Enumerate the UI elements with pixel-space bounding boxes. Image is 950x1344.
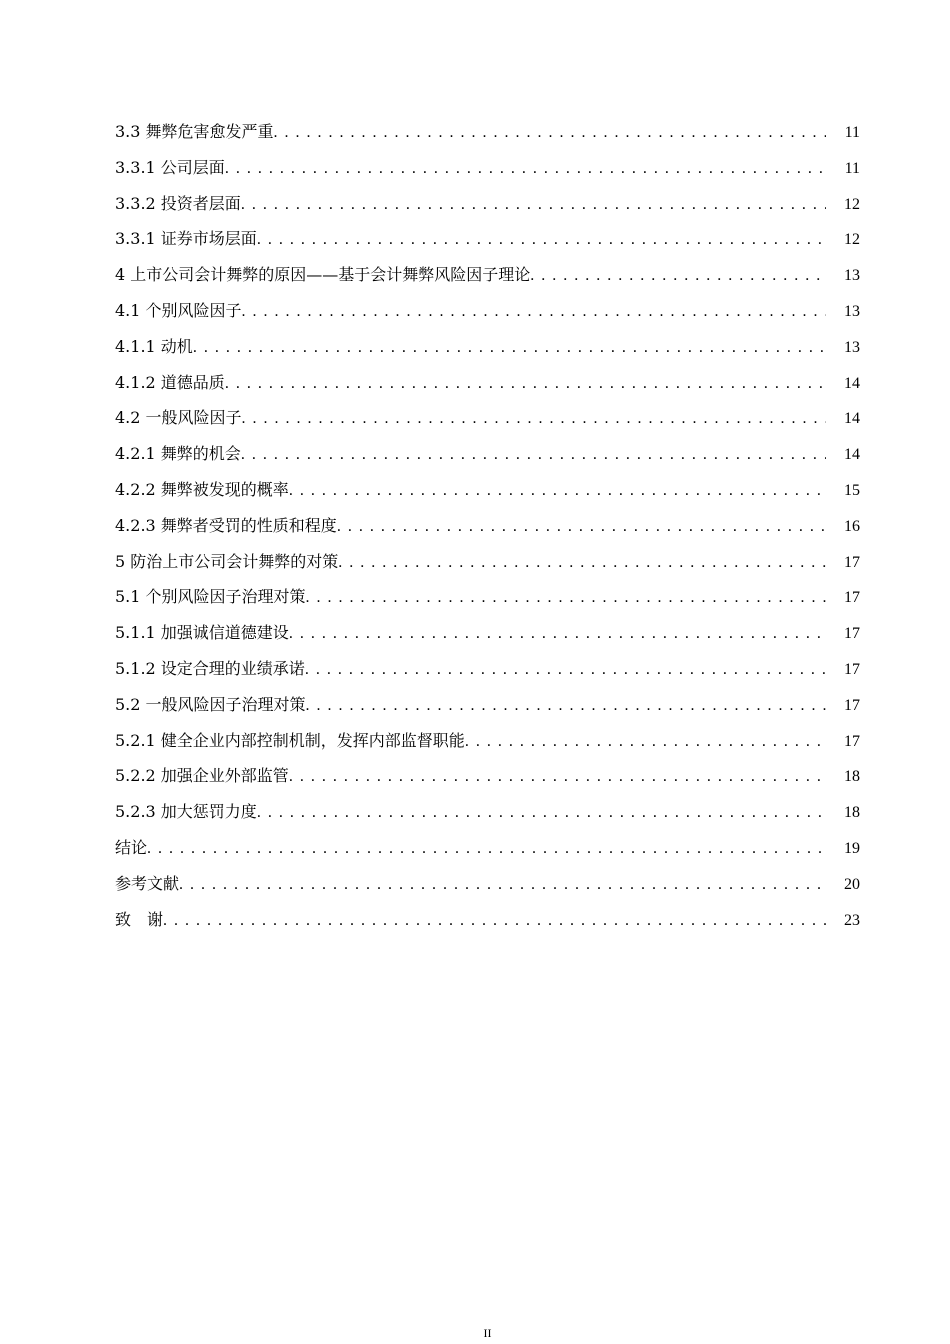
toc-entry[interactable] — [115, 579, 860, 615]
toc-entry-page: 13 — [844, 338, 860, 356]
toc-entry-title: 致 谢 — [115, 909, 164, 929]
toc-entry-page: 17 — [844, 660, 860, 678]
toc-dot-leader — [305, 652, 826, 688]
page-number: II — [483, 1326, 492, 1340]
toc-entry-page: 16 — [844, 517, 860, 535]
toc-dot-leader — [338, 545, 826, 581]
toc-entry-page: 12 — [844, 231, 860, 249]
toc-dot-leader — [242, 401, 826, 437]
toc-entry[interactable] — [115, 114, 860, 150]
toc-entry-page: 11 — [844, 124, 860, 141]
toc-entry-page: 19 — [844, 839, 860, 857]
toc-dot-leader — [242, 294, 826, 330]
toc-entry-title: 4.2.3 舞弊者受罚的性质和程度 — [115, 515, 337, 535]
toc-entry[interactable] — [115, 794, 860, 830]
toc-entry-page: 17 — [844, 625, 860, 643]
toc-entry-title: 4.1.2 道德品质 — [115, 372, 225, 392]
toc-entry[interactable] — [115, 830, 860, 866]
toc-dot-leader — [147, 831, 826, 867]
toc-entry-title: 5 防治上市公司会计舞弊的对策 — [115, 551, 339, 571]
toc-dot-leader — [193, 330, 826, 366]
toc-entry[interactable] — [115, 866, 860, 902]
toc-entry-page: 20 — [844, 875, 860, 893]
toc-entry-title: 5.1.2 设定合理的业绩承诺 — [115, 658, 305, 678]
toc-entry-page: 17 — [844, 732, 860, 750]
toc-entry-page: 14 — [844, 410, 860, 428]
toc-entry-title: 4.1 个别风险因子 — [115, 300, 242, 320]
toc-dot-leader — [289, 616, 826, 652]
toc-entry[interactable] — [115, 150, 860, 186]
toc-entry-title: 4.1.1 动机 — [115, 336, 193, 356]
toc-entry-title: 5.2 一般风险因子治理对策 — [115, 694, 306, 714]
toc-entry[interactable] — [115, 615, 860, 651]
toc-entry-title: 3.3.2 投资者层面 — [115, 193, 241, 213]
toc-entry[interactable] — [115, 651, 860, 687]
toc-dot-leader — [289, 473, 826, 509]
toc-dot-leader — [337, 509, 826, 545]
toc-entry-title: 5.2.2 加强企业外部监管 — [115, 766, 289, 786]
toc-dot-leader — [306, 688, 826, 724]
toc-entry-page: 13 — [844, 302, 860, 320]
toc-entry-page: 17 — [844, 553, 860, 571]
toc-entry-title: 5.2.1 健全企业内部控制机制，发挥内部监督职能 — [115, 730, 465, 750]
toc-entry-title: 5.1 个别风险因子治理对策 — [115, 587, 306, 607]
toc-entry-title: 结论 — [115, 837, 148, 857]
toc-entry[interactable] — [115, 186, 860, 222]
toc-entry[interactable] — [115, 221, 860, 257]
toc-dot-leader — [306, 580, 826, 616]
toc-entry-page: 12 — [844, 195, 860, 213]
toc-dot-leader — [274, 115, 826, 151]
toc-entry-title: 3.3.1 公司层面 — [115, 157, 225, 177]
toc-entry[interactable] — [115, 257, 860, 293]
toc-entry[interactable] — [115, 544, 860, 580]
toc-dot-leader — [257, 795, 826, 831]
toc-dot-leader — [241, 437, 826, 473]
toc-entry[interactable] — [115, 508, 860, 544]
toc-dot-leader — [257, 222, 826, 258]
toc-entry-title: 5.1.1 加强诚信道德建设 — [115, 623, 289, 643]
toc-entry-page: 17 — [844, 696, 860, 714]
toc-entry[interactable] — [115, 472, 860, 508]
toc-entry-title: 5.2.3 加大惩罚力度 — [115, 802, 257, 822]
toc-dot-leader — [179, 867, 826, 903]
toc-dot-leader — [225, 151, 826, 187]
toc-dot-leader — [225, 366, 826, 402]
toc-entry-title: 3.3 舞弊危害愈发严重 — [115, 122, 274, 141]
toc-dot-leader — [530, 258, 826, 294]
toc-entry-title: 参考文献 — [115, 873, 180, 893]
toc-dot-leader — [289, 759, 826, 795]
toc-entry[interactable] — [115, 687, 860, 723]
toc-entry-page: 14 — [844, 446, 860, 464]
toc-entry[interactable] — [115, 293, 860, 329]
toc-entry-page: 13 — [844, 267, 860, 285]
toc-entry-title: 3.3.1 证券市场层面 — [115, 229, 257, 249]
toc-entry[interactable] — [115, 758, 860, 794]
toc-entry-title: 4.2.2 舞弊被发现的概率 — [115, 479, 289, 499]
toc-entry-page: 11 — [844, 159, 860, 177]
toc-entry[interactable] — [115, 902, 860, 938]
toc-entry-page: 23 — [844, 911, 860, 929]
toc-entry[interactable] — [115, 400, 860, 436]
toc-dot-leader — [163, 903, 826, 939]
toc-entry-page: 18 — [844, 768, 860, 786]
toc-entry-page: 14 — [844, 374, 860, 392]
table-of-contents — [115, 114, 860, 937]
toc-entry[interactable] — [115, 365, 860, 401]
toc-entry-page: 17 — [844, 589, 860, 607]
toc-entry[interactable] — [115, 436, 860, 472]
toc-entry[interactable] — [115, 329, 860, 365]
toc-dot-leader — [465, 724, 826, 760]
toc-entry-title: 4.2.1 舞弊的机会 — [115, 444, 241, 464]
toc-entry-title: 4.2 一般风险因子 — [115, 408, 242, 428]
toc-entry-page: 18 — [844, 804, 860, 822]
toc-dot-leader — [241, 187, 826, 223]
toc-entry-page: 15 — [844, 481, 860, 499]
toc-entry-title: 4 上市公司会计舞弊的原因——基于会计舞弊风险因子理论 — [115, 265, 531, 285]
toc-entry[interactable] — [115, 723, 860, 759]
